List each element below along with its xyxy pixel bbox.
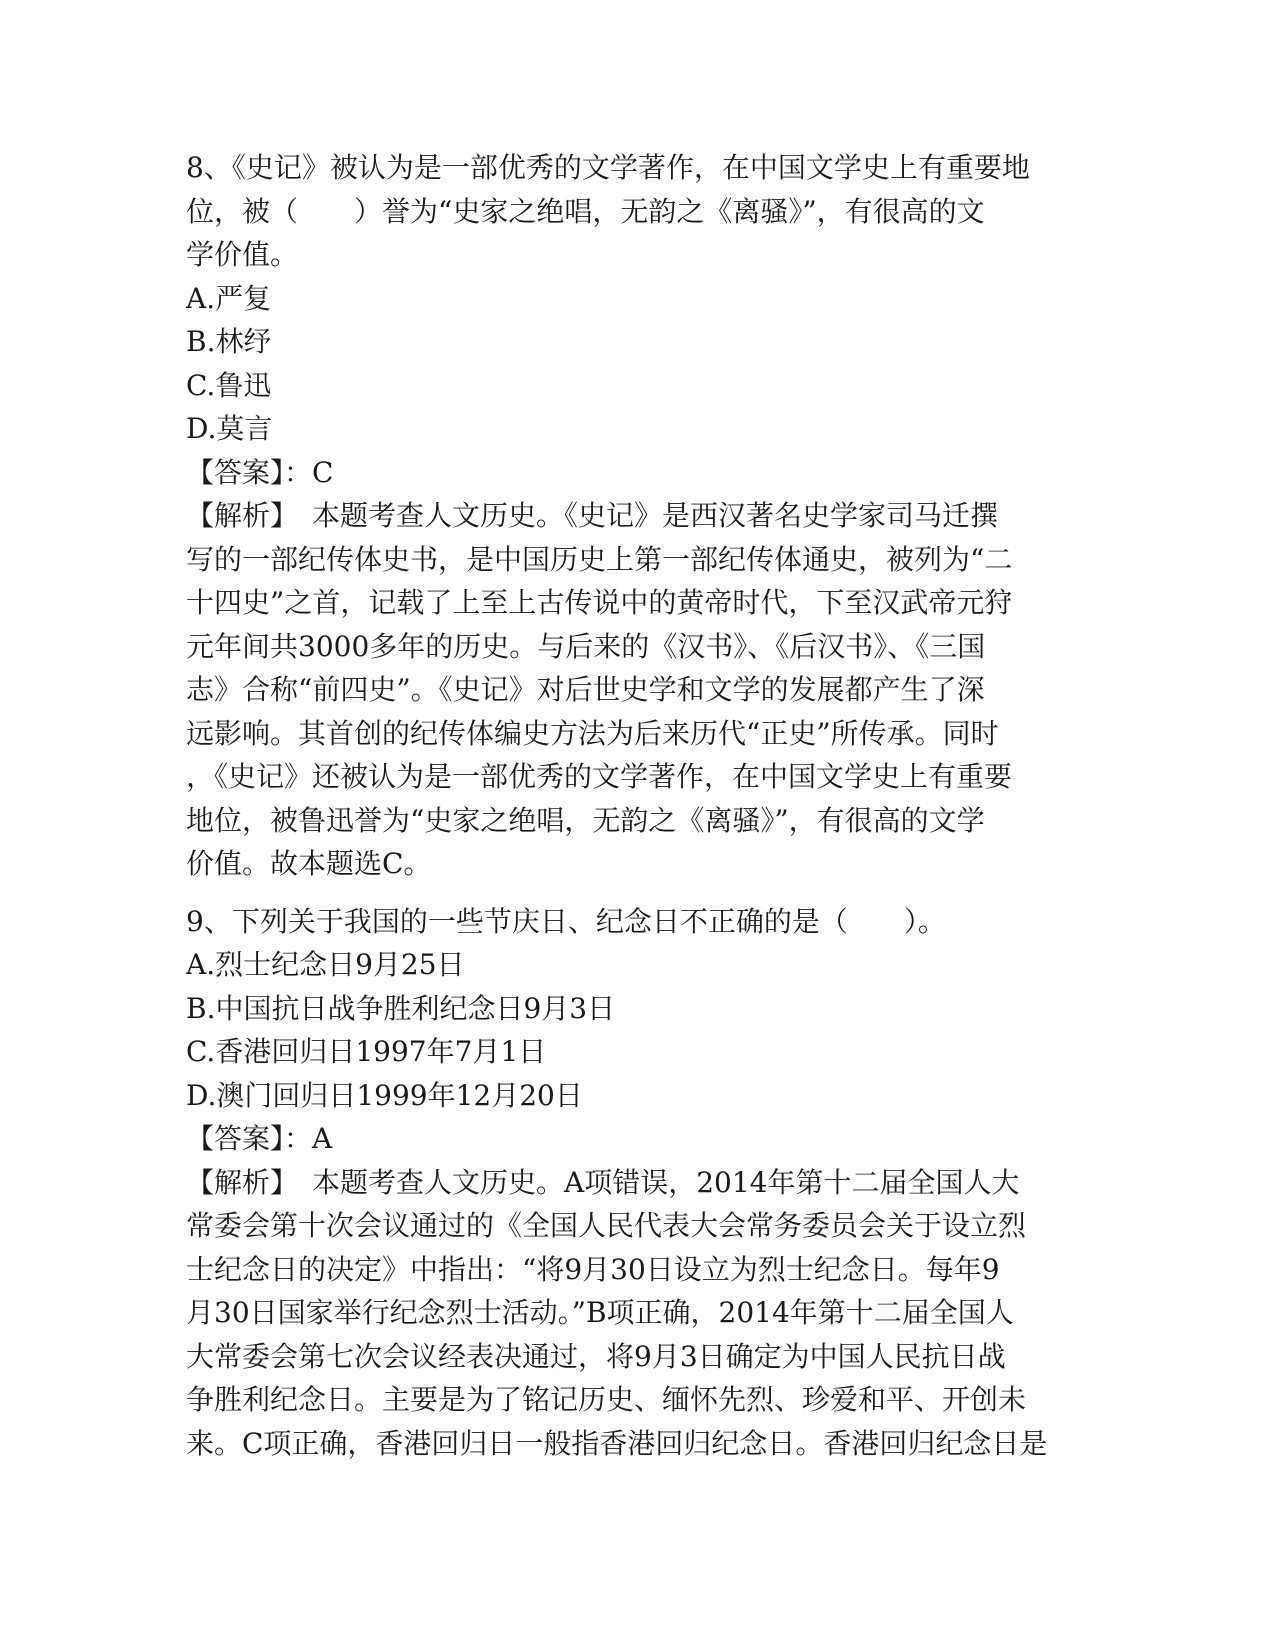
answer-line: 【答案】：C (186, 455, 334, 489)
option-d: D.莫言 (186, 412, 273, 445)
analysis-line: 元年间共3000多年的历史。与后来的《汉书》、《后汉书》、《三国 (186, 629, 986, 663)
analysis-line: 【解析】 本题考查人文历史。A项错误，2014年第十二届全国人大 (186, 1165, 1020, 1199)
question-9 (186, 900, 1086, 1466)
analysis-line: 【解析】 本题考查人文历史。《史记》是西汉著名史学家司马迁撰 (186, 499, 999, 532)
analysis-line: 远影响。其首创的纪传体编史方法为后来历代“正史”所传承。同时 (186, 716, 999, 750)
option-b: B.林纾 (186, 325, 272, 358)
answer-line: 【答案】：A (186, 1122, 333, 1155)
option-a: A.烈士纪念日9月25日 (186, 948, 465, 981)
question-stem-line: 学价值。 (186, 238, 299, 271)
question-stem-line: 8、《史记》被认为是一部优秀的文学著作，在中国文学史上有重要地 (186, 151, 1030, 184)
option-c: C.香港回归日1997年7月1日 (186, 1035, 547, 1068)
analysis-line: 来。C项正确，香港回归日一般指香港回归纪念日。香港回归纪念日是 (186, 1426, 1048, 1460)
analysis-line: 月30日国家举行纪念烈士活动。”B项正确，2014年第十二届全国人 (186, 1296, 1014, 1329)
analysis-line: 价值。故本题选C。 (186, 847, 432, 880)
analysis-line: 常委会第十次会议通过的《全国人民代表大会常务委员会关于设立烈 (186, 1209, 1027, 1242)
analysis-line: 地位，被鲁迅誉为“史家之绝唱，无韵之《离骚》”，有很高的文学 (186, 803, 985, 837)
option-d: D.澳门回归日1999年12月20日 (186, 1078, 583, 1112)
analysis-line: 写的一部纪传体史书，是中国历史上第一部纪传体通史，被列为“二 (186, 542, 1013, 576)
analysis-line: 士纪念日的决定》中指出：“将9月30日设立为烈士纪念日。每年9 (186, 1252, 1000, 1286)
question-8 (186, 146, 1086, 886)
analysis-line: ，《史记》还被认为是一部优秀的文学著作，在中国文学史上有重要 (186, 760, 1013, 793)
analysis-line: 志》合称“前四史”。《史记》对后世史学和文学的发展都产生了深 (186, 673, 985, 706)
analysis-line: 争胜利纪念日。主要是为了铭记历史、缅怀先烈、珍爱和平、开创未 (186, 1383, 1027, 1416)
analysis-line: 大常委会第七次会议经表决通过，将9月3日确定为中国人民抗日战 (186, 1339, 1006, 1373)
option-b: B.中国抗日战争胜利纪念日9月3日 (186, 991, 616, 1025)
analysis-line: 十四史”之首，记载了上至上古传说中的黄帝时代，下至汉武帝元狩 (186, 586, 1013, 619)
option-c: C.鲁迅 (186, 368, 272, 402)
question-stem-line: 9、下列关于我国的一些节庆日、纪念日不正确的是（ ）。 (186, 904, 946, 938)
option-a: A.严复 (186, 281, 272, 315)
document-content (186, 146, 1086, 1465)
question-stem-line: 位，被（ ）誉为“史家之绝唱，无韵之《离骚》”，有很高的文 (186, 194, 985, 228)
